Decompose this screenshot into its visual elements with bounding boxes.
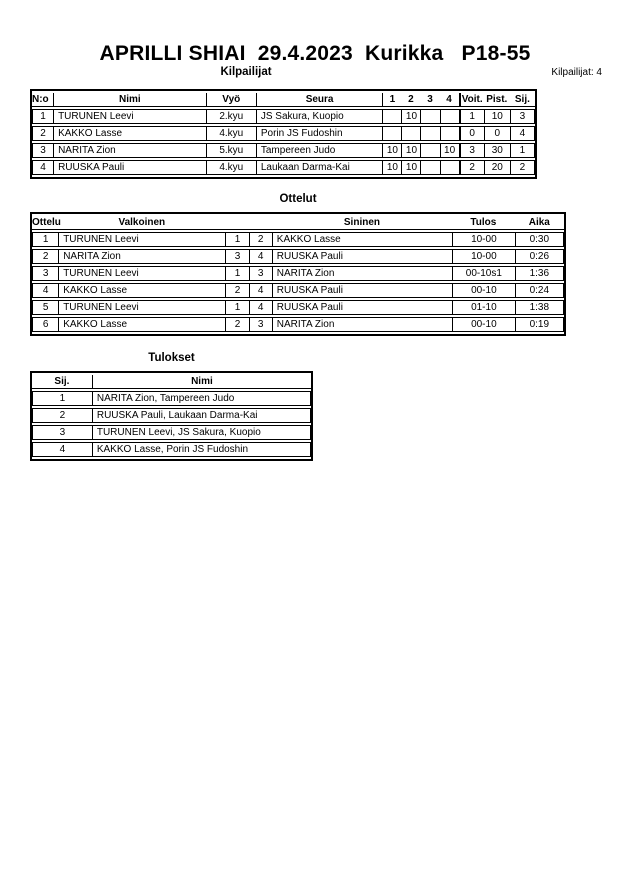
col-blue-number: 4 [249,283,272,298]
col-match-no: 6 [32,317,58,332]
table-row [32,283,564,298]
table-row [32,160,535,175]
col-blue-number: 3 [249,266,272,281]
col-blue-number: 4 [249,300,272,315]
table-row [32,249,564,264]
header-voit: Voit. [459,93,484,107]
col-tulos: 01-10 [452,300,514,315]
col-round-4: 10 [440,143,459,158]
col-voit: 2 [459,160,484,175]
col-sij: 1 [510,143,535,158]
col-sij: 2 [32,408,92,423]
header-round-3: 3 [420,93,439,107]
table-row [32,317,564,332]
col-no: 2 [32,126,53,141]
competitors-section-title: Kilpailijat [220,66,272,78]
header-nimi: Nimi [53,93,206,107]
col-match-no: 5 [32,300,58,315]
col-seura: JS Sakura, Kuopio [256,109,383,124]
matches-header-row [32,216,564,230]
col-sij: 2 [510,160,535,175]
header-aika: Aika [515,216,564,230]
col-blue-number: 3 [249,317,272,332]
col-sij: 1 [32,391,92,406]
header-sininen: Sininen [272,216,452,230]
col-match-no: 4 [32,283,58,298]
col-round-2: 10 [401,109,420,124]
col-no: 1 [32,109,53,124]
col-sij: 4 [510,126,535,141]
header-round-2: 2 [401,93,420,107]
col-pist: 20 [484,160,510,175]
col-white-name: TURUNEN Leevi [58,300,225,315]
table-row [32,408,311,423]
header-valkoinen: Valkoinen [58,216,225,230]
header-vyo: Vyö [206,93,256,107]
competitors-table [30,89,537,179]
col-blue-name: KAKKO Lasse [272,232,452,247]
col-white-name: TURUNEN Leevi [58,232,225,247]
table-row [32,143,535,158]
header-pist: Pist. [484,93,510,107]
col-nimi: KAKKO Lasse [53,126,206,141]
col-match-no: 3 [32,266,58,281]
col-nimi: NARITA Zion, Tampereen Judo [92,391,311,406]
table-row [32,109,535,124]
col-vyo: 5.kyu [206,143,256,158]
header-nimi: Nimi [92,375,311,389]
header-blue-number-spacer [249,216,272,230]
col-aika: 0:19 [515,317,564,332]
col-aika: 1:38 [515,300,564,315]
col-blue-name: RUUSKA Pauli [272,249,452,264]
col-sij: 3 [32,425,92,440]
col-white-number: 3 [225,249,248,264]
matches-section-title: Ottelut [279,193,317,205]
col-round-3 [420,160,439,175]
col-pist: 10 [484,109,510,124]
col-seura: Tampereen Judo [256,143,383,158]
header-white-number-spacer [225,216,248,230]
col-sij: 3 [510,109,535,124]
col-pist: 30 [484,143,510,158]
col-white-name: KAKKO Lasse [58,317,225,332]
header-sij: Sij. [510,93,535,107]
col-round-2: 10 [401,160,420,175]
col-round-1 [382,109,401,124]
results-header-row [32,375,311,389]
col-round-1 [382,126,401,141]
header-seura: Seura [256,93,383,107]
col-blue-number: 4 [249,249,272,264]
col-round-3 [420,126,439,141]
col-voit: 0 [459,126,484,141]
col-voit: 1 [459,109,484,124]
table-row [32,300,564,315]
col-aika: 0:30 [515,232,564,247]
results-table [30,371,313,461]
col-round-4 [440,109,459,124]
col-round-4 [440,160,459,175]
matches-table [30,212,566,336]
table-row [32,391,311,406]
table-row [32,232,564,247]
col-white-name: KAKKO Lasse [58,283,225,298]
col-round-4 [440,126,459,141]
col-nimi: TURUNEN Leevi, JS Sakura, Kuopio [92,425,311,440]
competitor-count-label: Kilpailijat: 4 [551,67,602,78]
col-nimi: KAKKO Lasse, Porin JS Fudoshin [92,442,311,457]
col-tulos: 00-10s1 [452,266,514,281]
header-tulos: Tulos [452,216,514,230]
col-voit: 3 [459,143,484,158]
col-round-3 [420,143,439,158]
col-white-number: 1 [225,232,248,247]
competitors-header-row [32,93,535,107]
col-blue-name: RUUSKA Pauli [272,300,452,315]
col-sij: 4 [32,442,92,457]
results-section-title: Tulokset [148,352,195,364]
col-blue-name: RUUSKA Pauli [272,283,452,298]
col-nimi: NARITA Zion [53,143,206,158]
col-aika: 1:36 [515,266,564,281]
col-blue-name: NARITA Zion [272,266,452,281]
col-match-no: 2 [32,249,58,264]
header-ottelu: Ottelu [32,217,61,228]
col-round-3 [420,109,439,124]
col-white-number: 2 [225,317,248,332]
col-pist: 0 [484,126,510,141]
col-tulos: 10-00 [452,232,514,247]
col-match-no: 1 [32,232,58,247]
header-round-4: 4 [440,93,459,107]
table-row [32,425,311,440]
col-nimi: RUUSKA Pauli, Laukaan Darma-Kai [92,408,311,423]
col-tulos: 10-00 [452,249,514,264]
col-white-name: NARITA Zion [58,249,225,264]
col-nimi: TURUNEN Leevi [53,109,206,124]
col-white-number: 1 [225,266,248,281]
header-no: N:o [32,93,53,107]
col-aika: 0:24 [515,283,564,298]
table-row [32,266,564,281]
col-seura: Porin JS Fudoshin [256,126,383,141]
col-white-number: 1 [225,300,248,315]
col-no: 4 [32,160,53,175]
col-tulos: 00-10 [452,317,514,332]
table-row [32,442,311,457]
col-white-name: TURUNEN Leevi [58,266,225,281]
col-blue-number: 2 [249,232,272,247]
col-no: 3 [32,143,53,158]
col-white-number: 2 [225,283,248,298]
col-vyo: 4.kyu [206,160,256,175]
col-vyo: 4.kyu [206,126,256,141]
col-blue-name: NARITA Zion [272,317,452,332]
col-round-2: 10 [401,143,420,158]
col-seura: Laukaan Darma-Kai [256,160,383,175]
header-round-1: 1 [382,93,401,107]
col-round-1: 10 [382,143,401,158]
col-vyo: 2.kyu [206,109,256,124]
col-nimi: RUUSKA Pauli [53,160,206,175]
table-row [32,126,535,141]
col-tulos: 00-10 [452,283,514,298]
col-round-2 [401,126,420,141]
header-sij: Sij. [32,375,92,389]
col-aika: 0:26 [515,249,564,264]
col-round-1: 10 [382,160,401,175]
page-title: APRILLI SHIAI 29.4.2023 Kurikka P18-55 [99,42,531,65]
